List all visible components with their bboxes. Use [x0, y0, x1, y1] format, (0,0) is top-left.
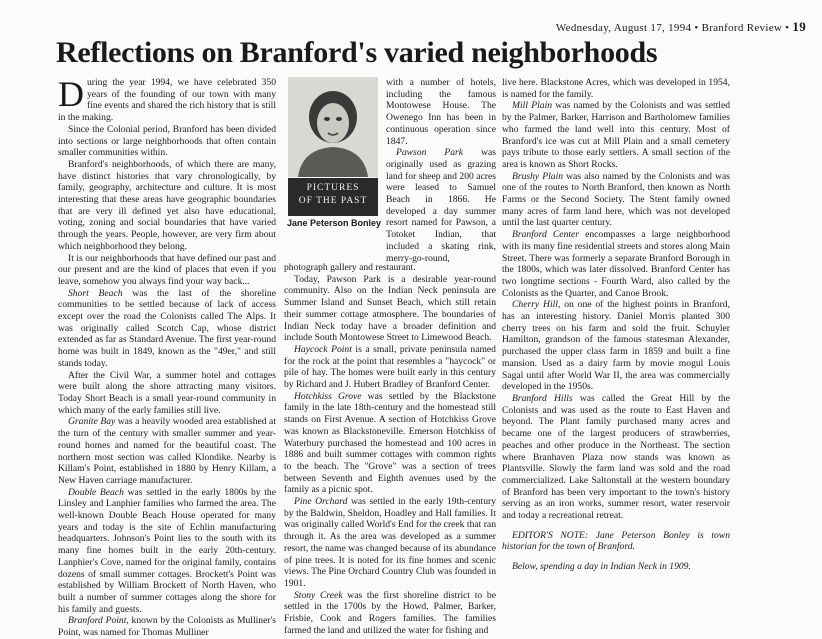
- paragraph: [58, 416, 276, 486]
- neighborhood-name: Hotchkiss Grove: [294, 390, 362, 402]
- paragraph-text: Below, spending a day in Indian Neck in 1909.: [512, 561, 691, 573]
- paragraph-text: was originally used as grazing land for sheep and 200 acres were leased to Samuel Beach in 1866. He developed a day summer resort named for Pawson, a Totoket Indian, that included a skating rink, merry-go-round,: [386, 147, 496, 264]
- paragraph: [284, 391, 496, 496]
- neighborhood-name: Stony Creek: [294, 589, 343, 601]
- paragraph-text: encompasses a large neighborhood with its many fine residential streets and stores along Main Street. There was formerly a separate Branford Borough in the 1800s, which was later dissolved. Branford Center has two longtime sections - Fourth Ward, also called by the Colonists as the Quarter, and Canoe Brook.: [502, 229, 730, 299]
- paragraph: [502, 530, 730, 553]
- paragraph: [502, 229, 730, 299]
- column-logo: [288, 178, 378, 216]
- paragraph-text: was the last of the shoreline communities to be settled because of lack of access except over the road the Colonists called The Alps. It was originally called Scotch Cap, whose district extended as far as Standard Avenue. The first year-round home was built in 1849, known as the "49er," and still stands today.: [58, 287, 276, 369]
- neighborhood-name: Mill Plain: [512, 100, 553, 112]
- paragraph: [284, 496, 496, 590]
- paragraph-text: , on one of the highest points in Branford, has an interesting history. Daniel Morris planted 300 cherry trees on his farm and sold the fruit. Schuyler Hamilton, grandson of the famous statesman Alexander, purchased the upper class farm in 1859 and built a fine mansion. Used as a dairy farm by movie mogul Louis Sagal until after World War II, the area was commercially developed in the 1950s.: [502, 299, 730, 393]
- paragraph: [502, 299, 730, 393]
- page-number: 19: [792, 19, 806, 34]
- paragraph: [502, 77, 730, 100]
- page-header: [476, 19, 806, 35]
- neighborhood-name: Branford Point: [68, 615, 127, 627]
- neighborhood-name: Cherry Hill: [512, 299, 558, 311]
- paragraph: [58, 370, 276, 417]
- paragraph-text: Branford's neighborhoods, of which there are many, have distinct histories that vary chronologically, by family, geography, architecture and culture. It is most interesting that these areas have geographic boundaries that are very ill defined yet also have educational, voting, zoning and social boundaries that have varied through the years. People, however, are very firm about which neighborhood they belong.: [58, 158, 276, 252]
- article-column-3: [502, 77, 730, 611]
- paragraph-text: uring the year 1994, we have celebrated 350 years of the founding of our town with many fine events and shared the rich history that is still in the making.: [58, 77, 276, 124]
- paragraph-text: After the Civil War, a summer hotel and cottages were built along the shore attracting many visitors. Today Short Beach is a small year-round community in which many of the early families still live.: [58, 369, 276, 416]
- paragraph-text: , known by the Colonists as Mulliner's Point, was named for Thomas Mulliner: [58, 615, 277, 639]
- paragraph-text: was named by the Colonists and was settled by the Palmer, Barker, Harrison and Bartholomew families who farmed the land well into this century. Most of Branford's ice was cut at Mill Plain and a small cemetery pays tribute to those early settlers. A small section of the area is known as Short Rocks.: [502, 100, 731, 170]
- logo-line-1: PICTURES: [306, 183, 360, 193]
- paragraph: [58, 253, 276, 288]
- paragraph: [58, 159, 276, 253]
- article-column-2-top: [386, 77, 496, 262]
- paragraph: [284, 262, 496, 274]
- neighborhood-name: Pine Orchard: [294, 496, 348, 508]
- article-column-1: [58, 74, 277, 639]
- paragraph-text: with a number of hotels, including the famous Montowese House. The Owenego Inn has been in continuous operation since 1847.: [386, 77, 496, 147]
- paragraph: [386, 147, 496, 264]
- neighborhood-name: Short Beach: [68, 287, 123, 299]
- paragraph-text: photograph gallery and restaurant.: [284, 262, 416, 273]
- paragraph-text: was settled in the early 1800s by the Linsley and Lanphier families who farmed the area. The well-known Double Beach House operated for many years and today is the site of Echlin manufacturing headquarters. Johnson's Point lies to the south with its many fine homes built in the early 20th-century. Lanphier's Cove, named for the original family, contains dozens of small summer cottages. Brockett's Point was established by William Brockett of North Haven, who built a number of summer cottages along the shore for his family and guests.: [58, 486, 276, 615]
- paragraph-text: live here. Blackstone Acres, which was developed in 1954, is named for the family.: [502, 77, 730, 100]
- paragraph-text: Today, Pawson Park is a desirable year-round community. Also on the Indian Neck peninsula are Summer Island and Sunset Beach, which still retain their summer cottage atmosphere. The boundaries of Indian Neck today have a broader definition and include South Montowese Street to Limewood Beach.: [284, 273, 496, 344]
- author-byline: Jane Peterson Bonley: [286, 218, 382, 228]
- neighborhood-name: Brushy Plain: [512, 170, 564, 182]
- paragraph-text: was called the Great Hill by the Colonists and was used as the route to East Haven and beyond. The Plant family purchased many acres and became one of the largest producers of strawberries, peaches and other produce in the Northeast. The section where Branhaven Plaza now stands was known as Plantsville. Slowly the farm land was sold and the road commercialized. Lake Saltonstall at the western boundary of Branford has been very important to the town's history serving as an iron works, summer resort, water reservoir and today a recreational retreat.: [502, 392, 730, 522]
- paragraph: [58, 615, 276, 638]
- paragraph: [502, 171, 730, 230]
- logo-line-2: OF THE PAST: [298, 196, 368, 206]
- paragraph: [284, 590, 496, 637]
- neighborhood-name: Granite Bay: [68, 416, 116, 428]
- paragraph-text: EDITOR'S NOTE: Jane Peterson Bonley is town historian for the town of Branford.: [502, 529, 730, 553]
- paragraph: [58, 288, 276, 370]
- header-date-paper: Wednesday, August 17, 1994 • Branford Review •: [555, 22, 790, 34]
- drop-cap: D: [58, 74, 84, 114]
- paragraph: [386, 77, 496, 147]
- paragraph-text: was settled in the early 19th-century by the Baldwin, Sheldon, Hoadley and Hall families. It was originally called World's End for the creek that ran through it. As the area was developed as a summer resort, the name was changed because of its abundance of pine trees. It is noted for its fine homes and scenic views. The Pine Orchard Country Club was founded in 1901.: [284, 496, 496, 589]
- paragraph: [58, 487, 276, 616]
- paragraph: [284, 344, 496, 391]
- paragraph-text: It is our neighborhoods that have defined our past and our present and are the kind of places that even if you leave, somehow you always find your way back...: [58, 252, 276, 287]
- neighborhood-name: Branford Center: [512, 229, 580, 241]
- article-column-2: [284, 262, 496, 636]
- paragraph-text: is a small, private peninsula named for the rock at the point that resembles a "haycock" or pile of hay. The homes were built early in this century by Richard and J. Hubert Bradley of Branford Center.: [284, 343, 496, 391]
- author-photo: [288, 77, 378, 177]
- paragraph-text: was settled by the Blackstone family in the late 18th-century and the homestead still stands on First Avenue. A section of Hotchkiss Grove was known as Blackstoneville. Emerson Hotchkiss of Waterbury purchased the homestead and 100 acres in 1886 and built summer cottages with common rights to the beach. The "Grove" was a section of trees between Seventh and Eighth avenues used by the family as a picnic spot.: [284, 390, 496, 496]
- paragraph: [502, 393, 730, 522]
- paragraph-text: was a heavily wooded area established at the turn of the century with smaller summer and year-round homes and named for the beautiful coast. The northern most section was called Klondike. Nearby is Killam's Point, established in 1880 by Henry Killam, a New Haven carriage manufacturer.: [58, 416, 276, 486]
- paragraph: [58, 74, 276, 124]
- article-headline: Reflections on Branford's varied neighborhoods: [56, 36, 658, 69]
- paragraph: [58, 124, 276, 159]
- paragraph: [502, 561, 730, 573]
- neighborhood-name: Branford Hills: [512, 392, 573, 404]
- neighborhood-name: Pawson Park: [396, 147, 464, 159]
- paragraph-text: was also named by the Colonists and was one of the routes to North Branford, then known as North Farms or the Second Society. The Stent family owned many acres of farm land here, which was not developed until the last quarter century.: [502, 170, 730, 229]
- neighborhood-name: Double Beach: [68, 486, 124, 498]
- paragraph-text: was the first shoreline district to be settled in the 1700s by the Howd, Palmer, Barker, Frisbie, Cook and Rogers families. The families farmed the land and utilized the water for fishing and: [284, 589, 496, 636]
- neighborhood-name: Haycock Point: [294, 343, 352, 355]
- paragraph: [284, 274, 496, 344]
- paragraph: [502, 100, 730, 170]
- paragraph-text: Since the Colonial period, Branford has been divided into sections or large neighborhoods that often contain smaller communities within.: [58, 123, 276, 159]
